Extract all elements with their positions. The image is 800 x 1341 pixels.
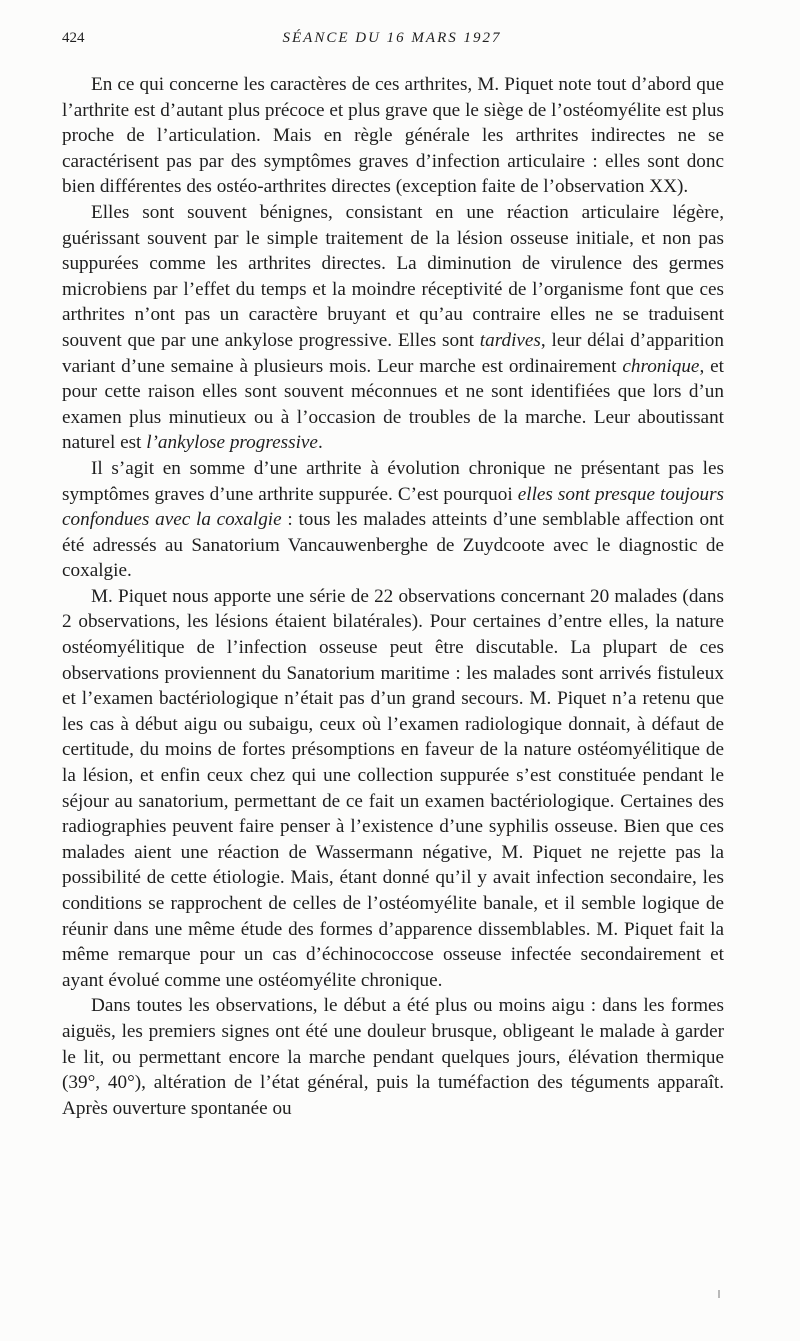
print-speck	[718, 1290, 720, 1298]
text-run: Il s’agit en somme d’une arthrite à évolution chronique ne présentant pas les symptômes graves d’une arthrite suppurée. C’est pourquoi	[62, 457, 724, 505]
text-run: En ce qui concerne les caractères de ces arthrites, M. Piquet note tout d’abord que l’arthrite est d’autant plus précoce et plus grave que le siège de l’ostéomyélite est plus proche de l’articulation. Mais en règle générale les arthrites indirectes ne se caractérisent pas par des symptômes graves d’infection articulaire : elles sont donc bien différentes des ostéo-arthrites directes (exception faite de l’observation XX).	[62, 74, 724, 198]
italic-phrase: elles sont presque toujours confondues avec la coxalgie	[62, 483, 724, 531]
italic-phrase: l’ankylose progressive	[146, 432, 318, 454]
italic-phrase: chronique	[622, 355, 700, 377]
text-run: : tous les malades atteints d’une semblable affection ont été adressés au Sanatorium Vancauwenberghe de Zuydcoote avec le diagnostic de coxalgie.	[62, 509, 724, 582]
text-run: M. Piquet nous apporte une série de 22 observations concernant 20 malades (dans 2 observations, les lésions étaient bilatérales). Pour certaines d’entre elles, la nature ostéomyélitique de l’infection osseuse peut être discutable. La plupart de ces observations proviennent du Sanatorium maritime : les malades sont arrivés fistuleux et l’examen bactériologique n’était pas d’un grand secours. M. Piquet n’a retenu que les cas à début aigu ou subaigu, ceux où l’examen radiologique donnait, à défaut de certitude, du moins de fortes présomptions en faveur de la nature ostéomyélitique de la lésion, et enfin ceux chez qui une collection suppurée s’est constituée pendant le séjour au sanatorium, permettant de ce fait un examen bactériologique. Certaines des radiographies peuvent faire penser à l’existence d’une syphilis osseuse. Bien que ces malades aient une réaction de Wassermann négative, M. Piquet ne rejette pas la possibilité de cette étiologie. Mais, étant donné qu’il y avait infection secondaire, les conditions se rapprochent de celles de l’ostéomyélite banale, et il semble logique de réunir dans une même étude des formes d’apparence dissemblables. M. Piquet fait la même remarque pour un cas d’échinococcose osseuse infectée secondairement et ayant évolué comme une ostéomyélite chronique.	[62, 585, 724, 991]
running-title: SÉANCE DU 16 MARS 1927	[282, 30, 502, 46]
text-run: Dans toutes les observations, le début a été plus ou moins aigu : dans les formes aiguës, les premiers signes ont été une douleur brusque, obligeant le malade à garder le lit, ou permettant encore la marche pendant quelques jours, élévation thermique (39°, 40°), altération de l’état général, puis la tuméfaction des téguments apparaît. Après ouverture spontanée ou	[62, 995, 724, 1119]
italic-phrase: tardives	[479, 329, 541, 351]
body-text	[62, 72, 724, 1121]
paragraph-2	[62, 200, 724, 456]
paragraph-5	[62, 993, 724, 1121]
page-number: 424	[62, 30, 85, 46]
text-run: Elles sont souvent bénignes, consistant en une réaction articulaire légère, guérissant souvent par le simple traitement de la lésion osseuse initiale, et non pas suppurées comme les arthrites directes. La diminution de virulence des germes microbiens par l’effet du temps et la moindre réceptivité de l’organisme font que ces arthrites n’ont pas un caractère bruyant et qu’au contraire elles ne se traduisent souvent que par une ankylose progressive. Elles sont	[62, 201, 724, 351]
running-head	[62, 30, 722, 52]
paragraph-1	[62, 72, 724, 200]
text-run: , leur délai d’apparition variant d’une semaine à plusieurs mois. Leur marche est ordinairement	[62, 329, 724, 377]
paragraph-3	[62, 456, 724, 584]
text-run: .	[317, 432, 323, 454]
paragraph-4	[62, 584, 724, 994]
text-run: , et pour cette raison elles sont souvent méconnues et ne sont identifiées que lors d’un examen plus minutieux ou à l’occasion de troubles de la marche. Leur aboutissant naturel est	[62, 355, 724, 454]
